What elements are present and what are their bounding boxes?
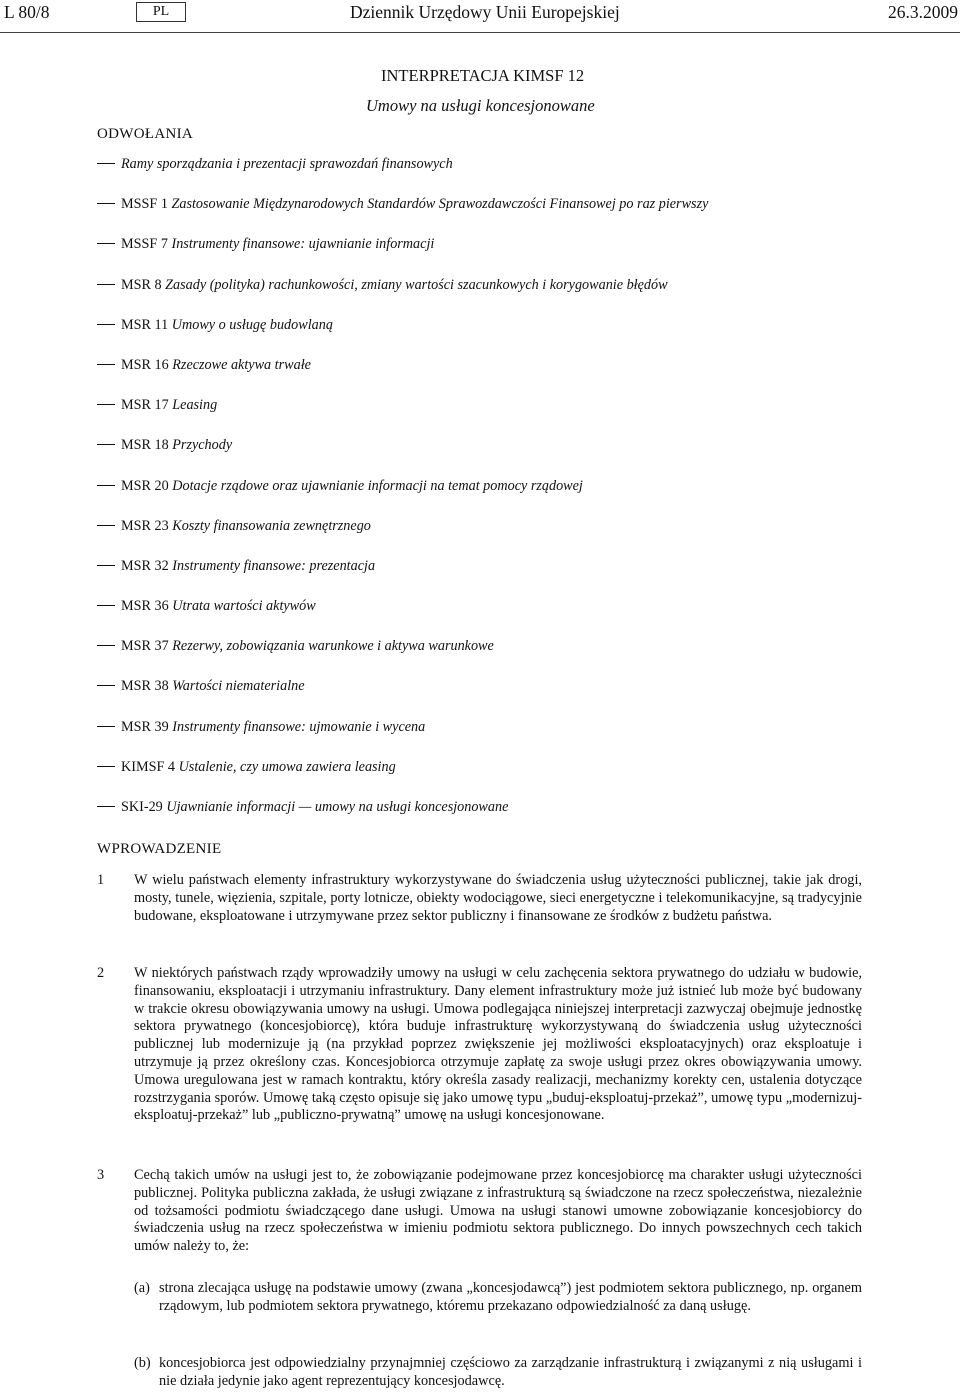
reference-item: SKI-29 Ujawnianie informacji — umowy na usługi koncesjonowane [97,799,708,839]
journal-title: Dziennik Urzędowy Unii Europejskiej [350,2,620,22]
subpoint-text: strona zlecająca usługę na podstawie umowy (zwana „koncesjodawcą”) jest podmiotem sektora publicznego, np. organem rządowym, lub podmiotem sektora prywatnego, któremu przekazano odpowiedzialność za daną usługę. [159,1280,862,1314]
reference-item: MSR 17 Leasing [97,397,708,437]
paragraph-2 [97,965,862,1125]
dash-glyph [97,806,115,807]
references-list [97,156,708,839]
reference-item: MSR 11 Umowy o usługę budowlaną [97,317,708,357]
paragraph-number: 1 [97,872,105,888]
reference-item: MSR 39 Instrumenty finansowe: ujmowanie i wycena [97,719,708,759]
dash-glyph [97,525,115,526]
paragraph-number: 3 [97,1167,105,1183]
dash-glyph [97,565,115,566]
reference-item: MSR 8 Zasady (polityka) rachunkowości, zmiany wartości szacunkowych i korygowanie błędów [97,277,708,317]
dash-glyph [97,243,115,244]
page-number: L 80/8 [4,2,50,22]
reference-item: MSR 16 Rzeczowe aktywa trwałe [97,357,708,397]
references-heading: ODWOŁANIA [97,126,194,142]
dash-glyph [97,364,115,365]
reference-item: MSSF 1 Zastosowanie Międzynarodowych Standardów Sprawozdawczości Finansowej po raz pierwszy [97,196,708,236]
reference-item: MSR 37 Rezerwy, zobowiązania warunkowe i aktywa warunkowe [97,638,708,678]
publication-date: 26.3.2009 [888,2,958,22]
document-subtitle: Umowy na usługi koncesjonowane [366,96,595,115]
subpoint-label: (b) [134,1355,151,1371]
subpoint-b [134,1355,862,1391]
reference-item: MSR 38 Wartości niematerialne [97,678,708,718]
reference-item: MSR 23 Koszty finansowania zewnętrznego [97,518,708,558]
dash-glyph [97,485,115,486]
reference-item: MSR 20 Dotacje rządowe oraz ujawnianie informacji na temat pomocy rządowej [97,478,708,518]
dash-glyph [97,605,115,606]
subpoint-a [134,1280,862,1316]
dash-glyph [97,766,115,767]
language-badge: PL [136,2,186,22]
reference-item: MSR 18 Przychody [97,437,708,477]
dash-glyph [97,284,115,285]
paragraph-text: Cechą takich umów na usługi jest to, że zobowiązanie podejmowane przez koncesjobiorcę ma charakter usługi użyteczności publicznej. Polityka publiczna zakłada, że usługi związane z infrastrukturą są świadczone na rzecz społeczeństwa, niezależnie od tożsamości podmiotu świadczącego dane usługi. Umowa na usługi stanowi umowne zobowiązanie koncesjobiorcy do świadczenia usług na rzecz społeczeństwa w imieniu podmiotu sektora publicznego. Do innych powszechnych cech takich umów należy to, że: [134,1167,862,1255]
dash-glyph [97,163,115,164]
dash-glyph [97,203,115,204]
reference-item: MSSF 7 Instrumenty finansowe: ujawnianie informacji [97,236,708,276]
dash-glyph [97,404,115,405]
reference-item: Ramy sporządzania i prezentacji sprawozdań finansowych [97,156,708,196]
paragraph-3 [97,1167,862,1256]
dash-glyph [97,444,115,445]
dash-glyph [97,726,115,727]
page-header [0,0,960,33]
dash-glyph [97,324,115,325]
reference-item: MSR 36 Utrata wartości aktywów [97,598,708,638]
paragraph-1 [97,872,862,925]
subpoint-label: (a) [134,1280,150,1296]
paragraph-number: 2 [97,965,105,981]
intro-heading: WPROWADZENIE [97,841,222,857]
paragraph-text: W niektórych państwach rządy wprowadziły umowy na usługi w celu zachęcenia sektora prywatnego do udziału w budowie, finansowaniu, eksploatacji i utrzymaniu infrastruktury. Dany element infrastruktury może już istnieć lub może być budowany w trakcie okresu obowiązywania umowy na usługi. Umowa podlegająca niniejszej interpretacji zazwyczaj obejmuje jednostkę sektora prywatnego (koncesjobiorcę), która buduje infrastrukturę wykorzystywaną do świadczenia usług użyteczności publicznej lub modernizuje ją (na przykład poprzez zwiększenie jej możliwości eksploatacyjnych) oraz eksploatuje i utrzymuje ją przez określony czas. Koncesjobiorca otrzymuje zapłatę za swoje usługi przez okres obowiązywania umowy. Umowa uregulowana jest w ramach kontraktu, który określa zasady realizacji, mechanizmy korekty cen, ustalenia dotyczące rozstrzygania sporów. Umowę taką często opisuje się jako umowę typu „buduj-eksploatuj-przekaż”, umowę typu „modernizuj-eksploatuj-przekaż” lub „publiczno-prywatną” umowę na usługi koncesjonowane. [134,965,862,1124]
dash-glyph [97,645,115,646]
document-title: INTERPRETACJA KIMSF 12 [381,66,585,85]
reference-item: KIMSF 4 Ustalenie, czy umowa zawiera leasing [97,759,708,799]
reference-item: MSR 32 Instrumenty finansowe: prezentacja [97,558,708,598]
dash-glyph [97,685,115,686]
paragraph-text: W wielu państwach elementy infrastruktury wykorzystywane do świadczenia usług użyteczności publicznej, takie jak drogi, mosty, tunele, więzienia, szpitale, porty lotnicze, obiekty wodociągowe, sieci energetyczne i telekomunikacyjne, są tradycyjnie budowane, eksploatowane i utrzymywane przez sektor publiczny i finansowane ze środków z budżetu państwa. [134,872,862,924]
subpoint-text: koncesjobiorca jest odpowiedzialny przynajmniej częściowo za zarządzanie infrastrukturą i związanymi z nią usługami i nie działa jedynie jako agent reprezentujący koncesjodawcę. [159,1355,862,1389]
